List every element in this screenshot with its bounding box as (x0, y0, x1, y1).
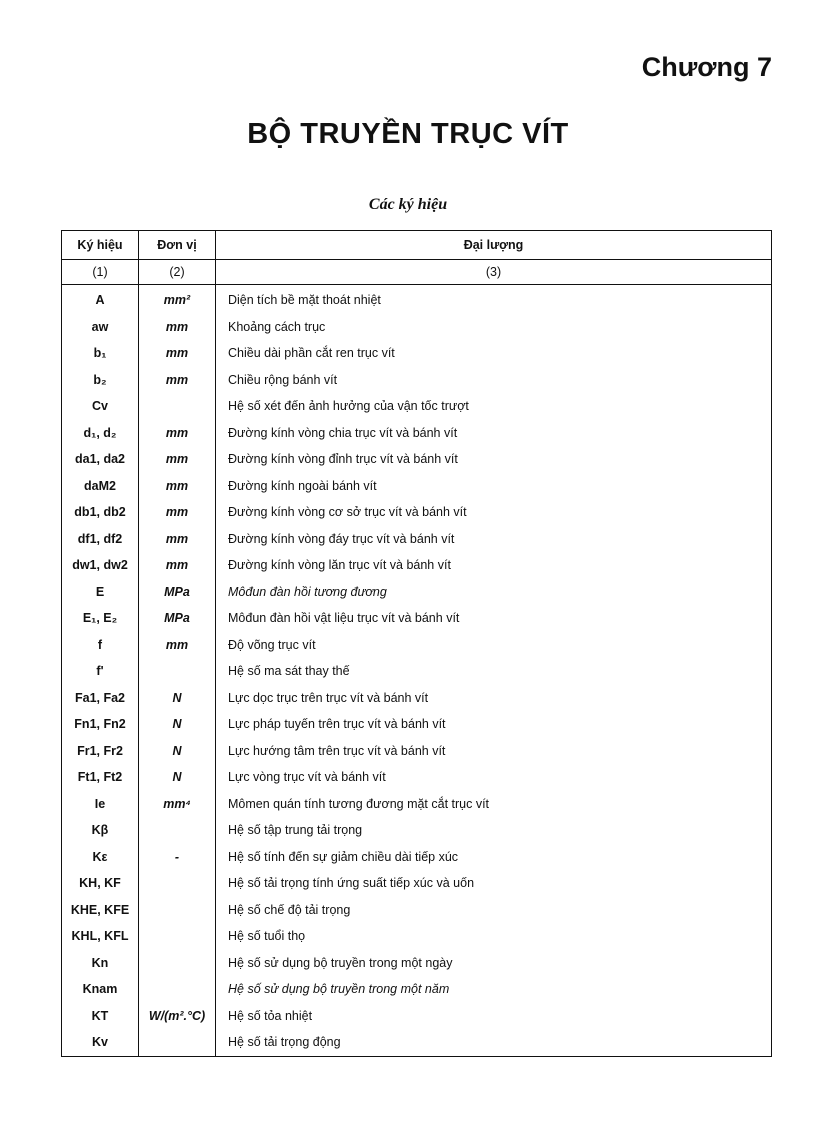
symbol-cell: Ft1, Ft2 (62, 764, 139, 791)
quantity-cell: Lực hướng tâm trên trục vít và bánh vít (216, 738, 772, 765)
symbol-cell: Knam (62, 976, 139, 1003)
table-row (62, 473, 772, 500)
table-row (62, 393, 772, 420)
symbol-cell: A (62, 285, 139, 314)
table-row (62, 1003, 772, 1030)
unit-cell: mm (139, 420, 216, 447)
unit-cell: MPa (139, 579, 216, 606)
symbol-cell: Kε (62, 844, 139, 871)
table-row (62, 738, 772, 765)
table-row (62, 605, 772, 632)
unit-cell: MPa (139, 605, 216, 632)
quantity-cell: Diện tích bề mặt thoát nhiệt (216, 285, 772, 314)
table-row (62, 367, 772, 394)
unit-cell: mm⁴ (139, 791, 216, 818)
unit-cell (139, 817, 216, 844)
table-row (62, 420, 772, 447)
quantity-cell: Hệ số tính đến sự giảm chiều dài tiếp xúc (216, 844, 772, 871)
unit-cell: mm (139, 499, 216, 526)
symbol-cell: da1, da2 (62, 446, 139, 473)
quantity-cell: Chiều dài phần cắt ren trục vít (216, 340, 772, 367)
table-row (62, 976, 772, 1003)
table-row (62, 844, 772, 871)
symbol-cell: Cv (62, 393, 139, 420)
quantity-cell: Hệ số ma sát thay thế (216, 658, 772, 685)
column-number-2: (2) (139, 260, 216, 285)
table-row (62, 446, 772, 473)
unit-cell: mm (139, 632, 216, 659)
symbol-cell: Kv (62, 1029, 139, 1056)
quantity-cell: Hệ số sử dụng bộ truyền trong một ngày (216, 950, 772, 977)
table-row (62, 817, 772, 844)
unit-cell (139, 870, 216, 897)
unit-cell: W/(m².°C) (139, 1003, 216, 1030)
table-row (62, 764, 772, 791)
unit-cell: - (139, 844, 216, 871)
header-quantity: Đại lượng (216, 231, 772, 260)
table-row (62, 1029, 772, 1056)
quantity-cell: Hệ số sử dụng bộ truyền trong một năm (216, 976, 772, 1003)
symbol-cell: f (62, 632, 139, 659)
quantity-cell: Đường kính vòng lăn trục vít và bánh vít (216, 552, 772, 579)
symbol-cell: Kβ (62, 817, 139, 844)
symbol-cell: d₁, d₂ (62, 420, 139, 447)
column-number-3: (3) (216, 260, 772, 285)
symbol-cell: daM2 (62, 473, 139, 500)
quantity-cell: Hệ số chế độ tải trọng (216, 897, 772, 924)
table-row (62, 870, 772, 897)
quantity-cell: Mômen quán tính tương đương mặt cắt trục vít (216, 791, 772, 818)
table-row (62, 314, 772, 341)
table-row (62, 711, 772, 738)
quantity-cell: Khoảng cách trục (216, 314, 772, 341)
header-unit: Đơn vị (139, 231, 216, 260)
symbol-cell: Fn1, Fn2 (62, 711, 139, 738)
symbol-cell: Kn (62, 950, 139, 977)
quantity-cell: Môđun đàn hồi tương đương (216, 579, 772, 606)
symbol-cell: b₂ (62, 367, 139, 394)
quantity-cell: Hệ số xét đến ảnh hưởng của vận tốc trượt (216, 393, 772, 420)
table-row (62, 685, 772, 712)
unit-cell: mm (139, 367, 216, 394)
symbol-cell: KH, KF (62, 870, 139, 897)
quantity-cell: Đường kính ngoài bánh vít (216, 473, 772, 500)
quantity-cell: Đường kính vòng cơ sở trục vít và bánh vít (216, 499, 772, 526)
table-row (62, 526, 772, 553)
table-row (62, 791, 772, 818)
unit-cell (139, 897, 216, 924)
symbol-cell: KT (62, 1003, 139, 1030)
symbol-cell: aw (62, 314, 139, 341)
quantity-cell: Hệ số tỏa nhiệt (216, 1003, 772, 1030)
unit-cell (139, 658, 216, 685)
header-symbol: Ký hiệu (62, 231, 139, 260)
table-row (62, 950, 772, 977)
symbol-cell: KHE, KFE (62, 897, 139, 924)
page-title: BỘ TRUYỀN TRỤC VÍT (247, 118, 569, 150)
table-row (62, 552, 772, 579)
unit-cell: mm (139, 314, 216, 341)
column-number-row (62, 260, 772, 285)
unit-cell: N (139, 711, 216, 738)
symbol-cell: E (62, 579, 139, 606)
table-row (62, 923, 772, 950)
symbol-cell: Fa1, Fa2 (62, 685, 139, 712)
chapter-heading: Chương 7 (641, 52, 772, 82)
quantity-cell: Hệ số tải trọng động (216, 1029, 772, 1056)
quantity-cell: Lực vòng trục vít và bánh vít (216, 764, 772, 791)
table-header-row (62, 231, 772, 260)
quantity-cell: Đường kính vòng chia trục vít và bánh vít (216, 420, 772, 447)
unit-cell (139, 976, 216, 1003)
unit-cell (139, 393, 216, 420)
symbol-cell: KHL, KFL (62, 923, 139, 950)
symbol-cell: df1, df2 (62, 526, 139, 553)
quantity-cell: Hệ số tuổi thọ (216, 923, 772, 950)
unit-cell: mm (139, 473, 216, 500)
unit-cell: mm (139, 340, 216, 367)
quantity-cell: Hệ số tải trọng tính ứng suất tiếp xúc và uốn (216, 870, 772, 897)
unit-cell: N (139, 764, 216, 791)
symbol-cell: f' (62, 658, 139, 685)
symbols-table (61, 230, 772, 1057)
quantity-cell: Hệ số tập trung tải trọng (216, 817, 772, 844)
table-row (62, 579, 772, 606)
unit-cell: mm (139, 552, 216, 579)
table-row (62, 897, 772, 924)
table-row (62, 340, 772, 367)
unit-cell (139, 1029, 216, 1056)
quantity-cell: Lực dọc trục trên trục vít và bánh vít (216, 685, 772, 712)
symbol-cell: E₁, E₂ (62, 605, 139, 632)
table-row (62, 499, 772, 526)
table-row (62, 632, 772, 659)
unit-cell (139, 950, 216, 977)
section-subtitle: Các ký hiệu (368, 196, 448, 213)
quantity-cell: Đường kính vòng đáy trục vít và bánh vít (216, 526, 772, 553)
quantity-cell: Lực pháp tuyến trên trục vít và bánh vít (216, 711, 772, 738)
quantity-cell: Chiều rộng bánh vít (216, 367, 772, 394)
symbol-cell: Ie (62, 791, 139, 818)
symbol-cell: Fr1, Fr2 (62, 738, 139, 765)
unit-cell: mm (139, 526, 216, 553)
quantity-cell: Môđun đàn hồi vật liệu trục vít và bánh vít (216, 605, 772, 632)
unit-cell: N (139, 738, 216, 765)
unit-cell: mm² (139, 285, 216, 314)
quantity-cell: Đường kính vòng đỉnh trục vít và bánh vít (216, 446, 772, 473)
unit-cell (139, 923, 216, 950)
table-row (62, 658, 772, 685)
symbol-cell: dw1, dw2 (62, 552, 139, 579)
symbol-cell: b₁ (62, 340, 139, 367)
column-number-1: (1) (62, 260, 139, 285)
table-row (62, 285, 772, 314)
symbol-cell: db1, db2 (62, 499, 139, 526)
quantity-cell: Độ võng trục vít (216, 632, 772, 659)
unit-cell: N (139, 685, 216, 712)
unit-cell: mm (139, 446, 216, 473)
